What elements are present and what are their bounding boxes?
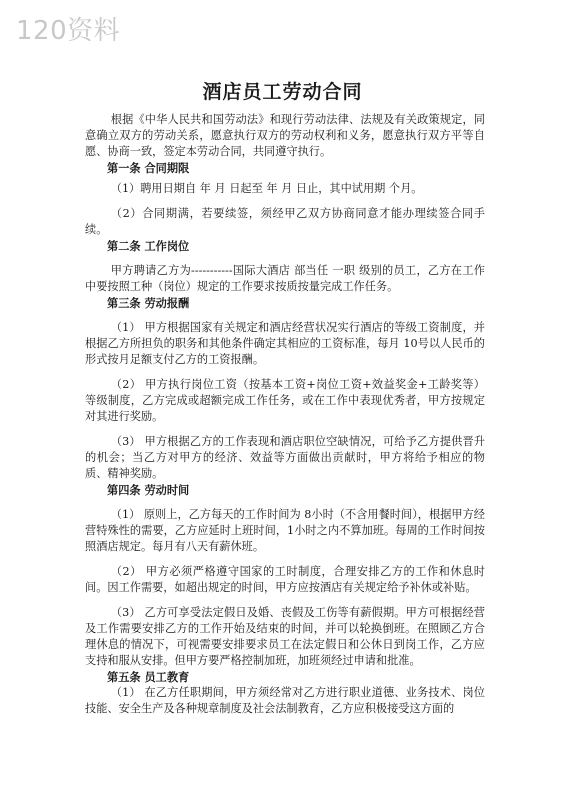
intro-paragraph: 根据《中华人民共和国劳动法》和现行劳动法律、法规及有关政策规定，同意确立双方的劳动关系，愿意执行双方的劳动权利和义务，愿意执行双方平等自愿、协商一致，签定本劳动合同，共同遵守执行。 bbox=[85, 113, 485, 158]
section-paragraph: （2） 甲方必须严格遵守国家的工时制度，合理安排乙方的工作和休息时间。因工作需要，如超出规定的时间，甲方应按酒店有关规定给予补休或补贴。 bbox=[85, 565, 485, 594]
section-paragraph: （3） 乙方可享受法定假日及婚、丧假及工伤等有薪假期。甲方可根据经营及工作需要安排乙方的工作开始及结束的时间，并可以轮换倒班。在照顾乙方合理休息的情况下，可视需要安排要求员工在法定假日和公休日到岗工作，乙方应支持和服从安排。但甲方要严格控制加班，加班须经过申请和批准。 bbox=[85, 606, 485, 667]
section-paragraph: （1） 原则上，乙方每天的工作时间为 8小时（不含用餐时间），根据甲方经营特殊性的需要，乙方应延时上班时间，1小时之内不算加班。每周的工作时间按照酒店规定。每月有八天有薪休班。 bbox=[85, 508, 485, 553]
document-body bbox=[85, 112, 485, 717]
section-heading-position: 第二条 工作岗位 bbox=[107, 239, 190, 253]
section-paragraph: （2） 甲方执行岗位工资（按基本工资+岗位工资+效益奖金+工龄奖等）等级制度，乙方完成或超额完成工作任务，或在工作中表现优秀者，甲方按规定对其进行奖励。 bbox=[85, 378, 485, 423]
section-paragraph: （3） 甲方根据乙方的工作表现和酒店职位空缺情况，可给予乙方提供晋升的机会；当乙方对甲方的经济、效益等方面做出贡献时，甲方将给予相应的物质、精神奖励。 bbox=[85, 435, 485, 480]
section-heading-working-hours: 第四条 劳动时间 bbox=[107, 483, 190, 497]
section-paragraph: （1） 在乙方任职期间，甲方须经常对乙方进行职业道德、业务技术、岗位技能、安全生产及各种规章制度及社会法制教育，乙方应积极接受这方面的 bbox=[85, 686, 485, 715]
section-heading-term: 第一条 合同期限 bbox=[107, 161, 190, 175]
section-heading-salary: 第三条 劳动报酬 bbox=[107, 296, 190, 310]
section-paragraph: （2）合同期满，若要续签，须经甲乙双方协商同意才能办理续签合同手续。 bbox=[85, 207, 485, 236]
section-paragraph: 甲方聘请乙方为-----------国际大酒店 部当任 一职 级别的员工，乙方在工作中要按照工种（岗位）规定的工作要求按质按量完成工作任务。 bbox=[85, 264, 485, 293]
document-title: 酒店员工劳动合同 bbox=[202, 81, 363, 103]
section-heading-education: 第五条 员工教育 bbox=[107, 670, 190, 684]
section-paragraph: （1） 甲方根据国家有关规定和酒店经营状况实行酒店的等级工资制度，并根据乙方所担负的职务和其他条件确定其相应的工资标准，每月 10号以人民币的形式按月足额支付乙方的工资报酬。 bbox=[85, 321, 485, 366]
watermark-logo: 120资料 bbox=[16, 16, 121, 46]
section-paragraph: （1）聘用日期自 年 月 日起至 年 月 日止，其中试用期 个月。 bbox=[110, 182, 423, 195]
